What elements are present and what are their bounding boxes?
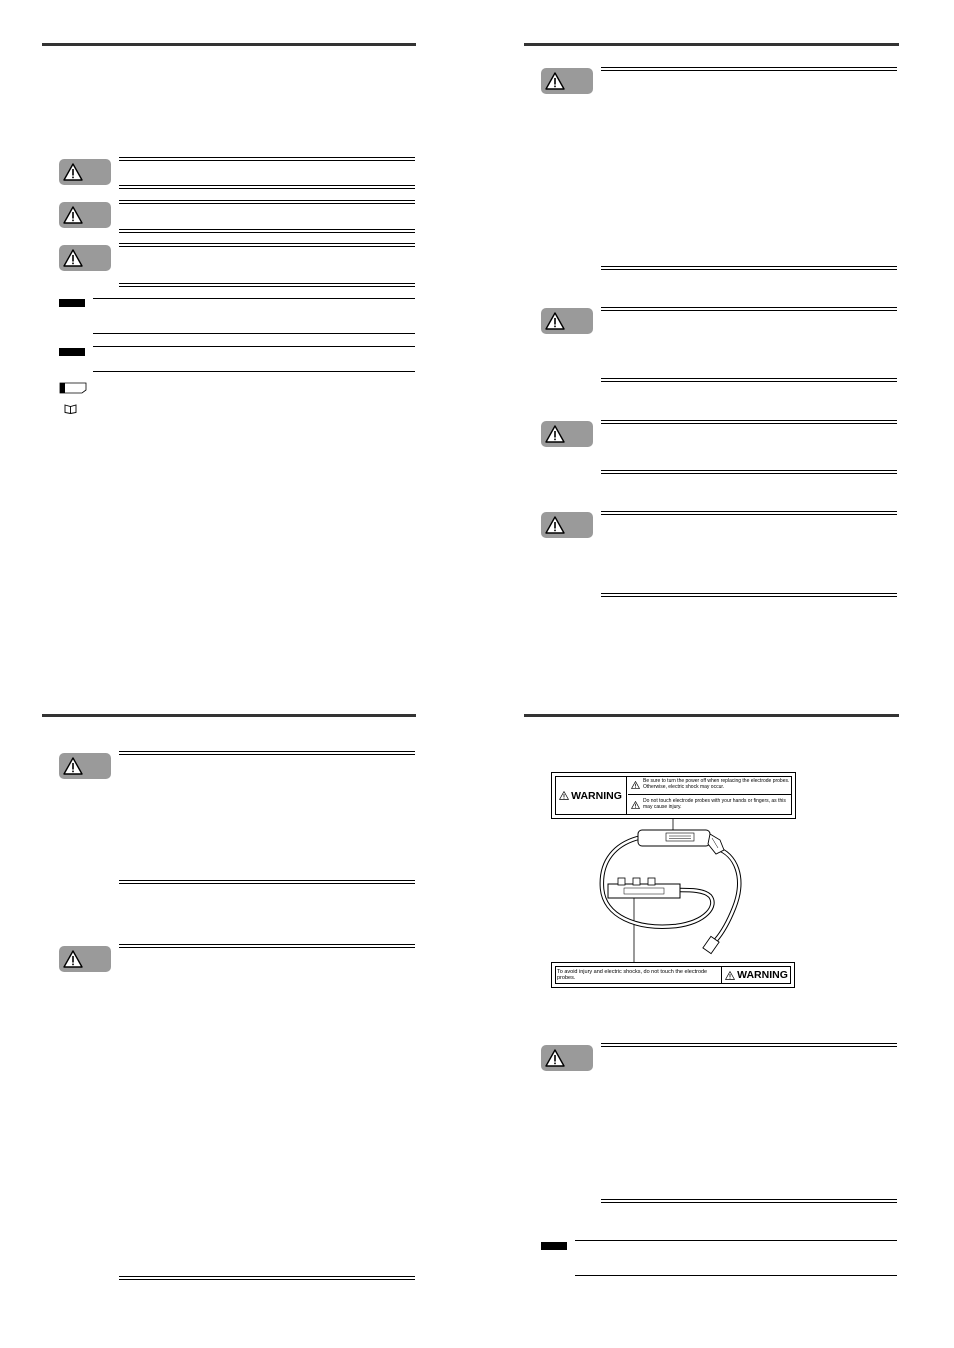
rule-bottom (93, 333, 415, 334)
rule-bottom (93, 371, 415, 372)
rule-top (119, 243, 415, 247)
warning-label-bottom (551, 962, 795, 988)
rule-bottom (601, 593, 897, 597)
warning-triangle-icon (725, 971, 735, 980)
rule-top (601, 511, 897, 515)
rule-top (119, 751, 415, 755)
rule-bottom (601, 1199, 897, 1203)
warning-badge (59, 245, 111, 271)
warning-triangle-icon (545, 425, 565, 443)
warning-triangle-icon (631, 801, 640, 809)
warning-badge (59, 159, 111, 185)
rule-top (601, 1043, 897, 1047)
warning-triangle-icon (63, 757, 83, 775)
header-rule (524, 43, 899, 46)
note-tag-icon (59, 348, 85, 356)
label-message: To avoid injury and electric shocks, do not touch the electrode probes. (557, 969, 708, 981)
warning-triangle-icon (63, 950, 83, 968)
rule-bottom (119, 283, 415, 287)
warning-triangle-icon (63, 163, 83, 181)
warning-badge (59, 753, 111, 779)
header-rule (42, 714, 416, 717)
warning-triangle-icon (63, 249, 83, 267)
rule-bottom (119, 229, 415, 233)
warning-badge (541, 68, 593, 94)
warning-badge (59, 202, 111, 228)
header-rule (42, 43, 416, 46)
rule-top (119, 944, 415, 948)
rule-bottom (119, 1276, 415, 1280)
warning-triangle-icon (545, 72, 565, 90)
rule-top (575, 1240, 897, 1241)
warning-badge (541, 421, 593, 447)
rule-top (601, 67, 897, 71)
rule-bottom (601, 470, 897, 474)
rule-top (93, 298, 415, 299)
label-message: Be sure to turn the power off when replacing the electrode probes. Otherwise, electric shock may occur. (643, 778, 790, 790)
note-tag-icon (541, 1242, 567, 1250)
rule-bottom (119, 880, 415, 884)
warning-triangle-icon (545, 312, 565, 330)
rule-bottom (601, 266, 897, 270)
rule-top (119, 157, 415, 161)
warning-badge (541, 1045, 593, 1071)
rule-top (93, 346, 415, 347)
signal-word: WARNING (737, 969, 788, 981)
book-icon (64, 404, 77, 414)
warning-badge (59, 946, 111, 972)
probe-illustration (596, 818, 746, 968)
header-rule (524, 714, 899, 717)
warning-triangle-icon (631, 781, 640, 789)
warning-triangle-icon (559, 791, 569, 800)
label-message: Do not touch electrode probes with your hands or fingers, as this may cause injury. (643, 798, 786, 810)
warning-triangle-icon (545, 516, 565, 534)
note-tag-icon (59, 299, 85, 307)
warning-badge (541, 512, 593, 538)
warning-badge (541, 308, 593, 334)
rule-bottom (575, 1275, 897, 1276)
memo-icon (59, 382, 87, 394)
signal-word: WARNING (571, 789, 622, 802)
warning-triangle-icon (63, 206, 83, 224)
warning-label-top (551, 772, 796, 819)
warning-triangle-icon (545, 1049, 565, 1067)
rule-bottom (119, 185, 415, 189)
rule-top (119, 200, 415, 204)
rule-top (601, 420, 897, 424)
rule-bottom (601, 378, 897, 382)
rule-top (601, 307, 897, 311)
